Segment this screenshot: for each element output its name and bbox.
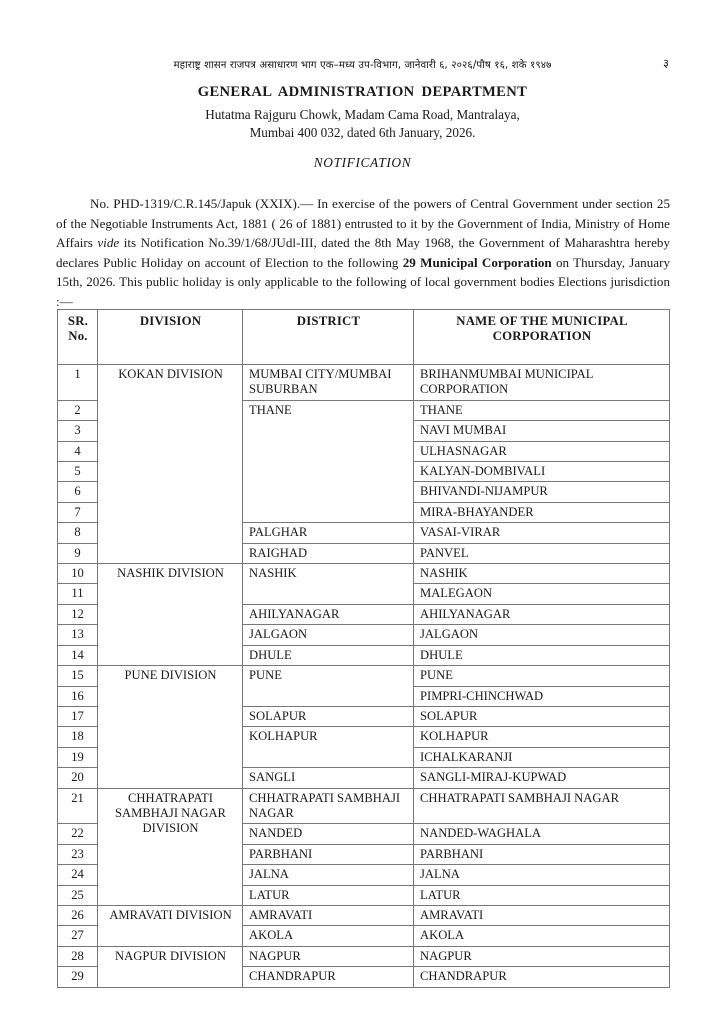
department-address (0, 106, 725, 142)
cell-district: NASHIK (243, 564, 414, 605)
column-header-division: DIVISION (98, 310, 243, 365)
cell-district: CHANDRAPUR (243, 967, 414, 987)
cell-corporation: PIMPRI-CHINCHWAD (414, 686, 670, 706)
cell-corporation: NANDED-WAGHALA (414, 824, 670, 844)
cell-corporation: BRIHANMUMBAI MUNICIPAL CORPORATION (414, 365, 670, 401)
cell-corporation: PANVEL (414, 543, 670, 563)
cell-division: NAGPUR DIVISION (98, 946, 243, 987)
notification-body (56, 194, 670, 312)
cell-district: PARBHANI (243, 844, 414, 864)
notification-text-part-2: its Notification No.39/1/68/JUdl-III, dated the 8th May 1968, the Government of Maharashtra hereby declares Public Holiday on account of Election to the following (56, 235, 670, 270)
cell-sr-no: 8 (58, 523, 98, 543)
cell-sr-no: 29 (58, 967, 98, 987)
cell-sr-no: 16 (58, 686, 98, 706)
notification-heading: NOTIFICATION (313, 155, 412, 170)
table-row (58, 905, 670, 925)
cell-sr-no: 19 (58, 747, 98, 767)
municipal-corporation-table (57, 309, 670, 988)
cell-corporation: AMRAVATI (414, 905, 670, 925)
cell-sr-no: 4 (58, 441, 98, 461)
cell-district: PALGHAR (243, 523, 414, 543)
gazette-header-text: महाराष्ट्र शासन राजपत्र असाधारण भाग एक–मध्य उप-विभाग, जानेवारी ६, २०२६/पौष १६, शके १९४७ (173, 60, 552, 71)
cell-corporation: ULHASNAGAR (414, 441, 670, 461)
notification-text-part-1: In exercise of the powers of Central Government under section 25 of the Negotiable Instruments Act, 1881 ( 26 of 1881) entrusted to it by the Government of India, Ministry of Home Affairs (56, 196, 670, 251)
cell-district: NAGPUR (243, 946, 414, 966)
cell-division: KOKAN DIVISION (98, 365, 243, 564)
cell-corporation: SOLAPUR (414, 706, 670, 726)
cell-division: NASHIK DIVISION (98, 564, 243, 666)
cell-corporation: THANE (414, 400, 670, 420)
cell-sr-no: 7 (58, 502, 98, 522)
cell-sr-no: 15 (58, 666, 98, 686)
cell-corporation: JALGAON (414, 625, 670, 645)
table-row (58, 365, 670, 401)
cell-corporation: KOLHAPUR (414, 727, 670, 747)
cell-sr-no: 10 (58, 564, 98, 584)
cell-district: AHILYANAGAR (243, 604, 414, 624)
cell-sr-no: 6 (58, 482, 98, 502)
cell-sr-no: 13 (58, 625, 98, 645)
cell-sr-no: 2 (58, 400, 98, 420)
cell-division: PUNE DIVISION (98, 666, 243, 788)
cell-district: AMRAVATI (243, 905, 414, 925)
cell-sr-no: 28 (58, 946, 98, 966)
cell-sr-no: 18 (58, 727, 98, 747)
cell-corporation: AHILYANAGAR (414, 604, 670, 624)
table-body (58, 365, 670, 988)
cell-sr-no: 12 (58, 604, 98, 624)
cell-sr-no: 11 (58, 584, 98, 604)
address-line-2: Mumbai 400 032, dated 6th January, 2026. (249, 125, 476, 140)
cell-district: SOLAPUR (243, 706, 414, 726)
vide-emphasis: vide (97, 235, 120, 251)
corporation-count-highlight: 29 Municipal Corporation (402, 254, 552, 270)
cell-corporation: SANGLI-MIRAJ-KUPWAD (414, 768, 670, 788)
table-row (58, 946, 670, 966)
cell-sr-no: 1 (58, 365, 98, 401)
table-header (58, 310, 670, 365)
cell-corporation: PARBHANI (414, 844, 670, 864)
cell-corporation: NASHIK (414, 564, 670, 584)
cell-division: CHHATRAPATI SAMBHAJI NAGAR DIVISION (98, 788, 243, 905)
cell-district: JALNA (243, 865, 414, 885)
address-line-1: Hutatma Rajguru Chowk, Madam Cama Road, Mantralaya, (205, 107, 520, 122)
cell-sr-no: 26 (58, 905, 98, 925)
cell-sr-no: 5 (58, 462, 98, 482)
cell-district: RAIGHAD (243, 543, 414, 563)
cell-district: AKOLA (243, 926, 414, 946)
cell-district: DHULE (243, 645, 414, 665)
department-title: GENERAL ADMINISTRATION DEPARTMENT (197, 84, 528, 100)
cell-corporation: MIRA-BHAYANDER (414, 502, 670, 522)
cell-corporation: LATUR (414, 885, 670, 905)
page-number: ३ (663, 56, 669, 70)
cell-corporation: NAGPUR (414, 946, 670, 966)
cell-sr-no: 25 (58, 885, 98, 905)
table-row (58, 666, 670, 686)
cell-district: KOLHAPUR (243, 727, 414, 768)
cell-corporation: CHHATRAPATI SAMBHAJI NAGAR (414, 788, 670, 824)
cell-sr-no: 21 (58, 788, 98, 824)
cell-sr-no: 3 (58, 421, 98, 441)
cell-corporation: VASAI-VIRAR (414, 523, 670, 543)
cell-district: THANE (243, 400, 414, 522)
cell-corporation: PUNE (414, 666, 670, 686)
running-header (56, 57, 669, 71)
cell-division: AMRAVATI DIVISION (98, 905, 243, 946)
column-header-corporation: NAME OF THE MUNICIPAL CORPORATION (414, 310, 670, 365)
cell-district: SANGLI (243, 768, 414, 788)
table-header-row (58, 310, 670, 365)
cell-corporation: BHIVANDI-NIJAMPUR (414, 482, 670, 502)
cell-corporation: JALNA (414, 865, 670, 885)
cell-district: NANDED (243, 824, 414, 844)
cell-sr-no: 22 (58, 824, 98, 844)
cell-sr-no: 23 (58, 844, 98, 864)
cell-district: PUNE (243, 666, 414, 707)
cell-sr-no: 9 (58, 543, 98, 563)
cell-corporation: AKOLA (414, 926, 670, 946)
cell-corporation: KALYAN-DOMBIVALI (414, 462, 670, 482)
cell-sr-no: 17 (58, 706, 98, 726)
cell-district: CHHATRAPATI SAMBHAJI NAGAR (243, 788, 414, 824)
cell-sr-no: 27 (58, 926, 98, 946)
cell-district: LATUR (243, 885, 414, 905)
cell-district: JALGAON (243, 625, 414, 645)
cell-corporation: ICHALKARANJI (414, 747, 670, 767)
cell-corporation: NAVI MUMBAI (414, 421, 670, 441)
cell-sr-no: 24 (58, 865, 98, 885)
cell-district: MUMBAI CITY/MUMBAI SUBURBAN (243, 365, 414, 401)
notification-reference-number: No. PHD-1319/C.R.145/Japuk (XXIX).— (90, 196, 314, 212)
notification-text-part-3: on Thursday, January 15th, 2026. This public holiday is only applicable to the following of local government bodies Elections jurisdiction :— (56, 254, 670, 310)
cell-sr-no: 14 (58, 645, 98, 665)
cell-corporation: CHANDRAPUR (414, 967, 670, 987)
table-row (58, 564, 670, 584)
cell-corporation: DHULE (414, 645, 670, 665)
table-row (58, 788, 670, 824)
cell-corporation: MALEGAON (414, 584, 670, 604)
column-header-district: DISTRICT (243, 310, 414, 365)
column-header-sr-no: SR. No. (58, 310, 98, 365)
cell-sr-no: 20 (58, 768, 98, 788)
